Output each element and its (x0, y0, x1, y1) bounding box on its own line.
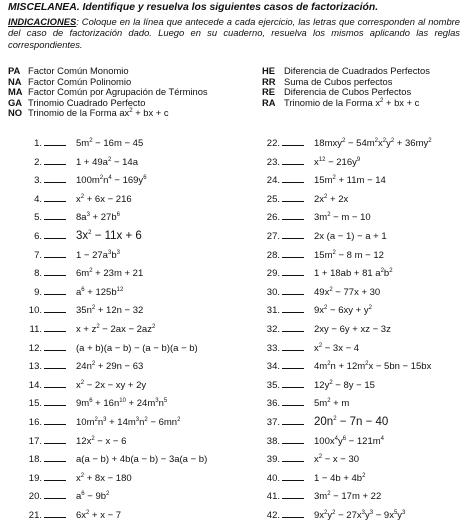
exercise-number: 12. (28, 342, 42, 354)
exercise-number: 35. (266, 379, 280, 391)
exercise-expression: $49x^2 - 77x + 30$ (314, 286, 381, 298)
exercise-item (22, 453, 207, 465)
exercise-item (254, 230, 387, 242)
answer-blank[interactable] (282, 304, 304, 313)
legend-name: Diferencia de Cuadrados Perfectos (284, 65, 430, 76)
exercise-expression: $18mxy^2 - 54m^2x^2y^2 + 36my^2$ (314, 137, 432, 149)
exercise-number: 23. (266, 156, 280, 168)
exercise-expression: $3m^2 - m - 10$ (314, 212, 371, 224)
exercise-expression: $6m^2 + 23m + 21$ (76, 268, 144, 280)
legend-code: RE (262, 86, 276, 98)
exercise-number: 2. (34, 156, 42, 168)
exercise-number: 16. (28, 417, 42, 428)
exercise-number: 10. (28, 305, 42, 317)
exercise-number: 19. (28, 472, 42, 484)
exercise-number: 21. (28, 510, 42, 521)
exercise-item (22, 472, 132, 484)
exercise-number: 42. (266, 510, 280, 521)
answer-blank[interactable] (282, 435, 304, 444)
legend-code: GA (8, 96, 23, 108)
answer-blank[interactable] (44, 360, 66, 369)
exercise-number: 14. (28, 379, 42, 391)
legend-code: NO (8, 107, 23, 119)
exercise-item (22, 323, 155, 335)
exercise-expression: $15m^2 - 8$ m − 12 (314, 249, 384, 261)
legend-item (8, 66, 208, 77)
exercise-item (254, 137, 432, 149)
exercise-item (22, 509, 121, 521)
legend-code: RA (262, 96, 276, 108)
exercise-item (254, 379, 375, 391)
answer-blank[interactable] (282, 193, 304, 202)
exercise-expression: $8a^3 + 27b^6$ (76, 212, 120, 224)
answer-blank[interactable] (282, 342, 304, 351)
legend-left (8, 66, 208, 119)
exercise-number: 7. (34, 249, 42, 261)
answer-blank[interactable] (44, 472, 66, 481)
answer-blank[interactable] (282, 174, 304, 183)
exercise-expression: $2x^2 + 2x$ (314, 193, 349, 205)
legend-name: Trinomio de la Forma $x^2$ + bx + c (284, 96, 420, 108)
exercise-number: 41. (266, 491, 280, 503)
legend-name: Trinomio Cuadrado Perfecto (28, 96, 146, 108)
answer-blank[interactable] (282, 267, 304, 276)
exercise-item (22, 230, 142, 242)
exercise-item (254, 323, 391, 335)
exercise-number: 37. (266, 417, 280, 428)
answer-blank[interactable] (282, 453, 304, 462)
exercise-expression: $4m^2n + 12m^2x - 5bn - 15bx$ (314, 361, 432, 373)
exercise-number: 39. (266, 454, 280, 466)
exercise-item (22, 156, 138, 168)
answer-blank[interactable] (282, 249, 304, 258)
exercise-expression: 2x (a − 1) − a + 1 (314, 231, 387, 242)
exercise-item (254, 509, 405, 521)
exercise-item (22, 286, 123, 298)
answer-blank[interactable] (282, 397, 304, 406)
exercise-number: 17. (28, 435, 42, 447)
exercise-item (254, 156, 360, 168)
answer-blank[interactable] (44, 453, 66, 462)
exercise-expression: $6x^2 + x - 7$ (76, 509, 122, 521)
exercise-number: 40. (266, 472, 280, 484)
exercise-expression: $9x^2 - 6xy + y^2$ (314, 305, 372, 317)
answer-blank[interactable] (282, 490, 304, 499)
exercise-expression: $35n^2 + 12n - 32$ (76, 305, 144, 317)
exercise-item (254, 416, 388, 428)
exercise-expression: $24n^2 + 29n - 63$ (76, 361, 144, 373)
answer-blank[interactable] (44, 249, 66, 258)
answer-blank[interactable] (282, 416, 304, 425)
exercise-expression: $5m^2 + m$ (314, 398, 350, 410)
exercise-number: 28. (266, 249, 280, 261)
exercise-expression: $x + z^2 - 2ax - 2az^2$ (76, 323, 156, 335)
answer-blank[interactable] (44, 342, 66, 351)
exercise-number: 4. (34, 193, 42, 205)
exercise-expression: $1 + 49a^2 - 14a$ (76, 156, 138, 168)
answer-blank[interactable] (282, 156, 304, 165)
legend-name: Factor Común Monomio (28, 65, 129, 76)
exercise-item (254, 490, 381, 502)
exercise-expression: $1 - 4b + 4b^2$ (314, 472, 366, 484)
exercise-expression: $20n^2 - 7n - 40$ (314, 416, 389, 428)
exercise-number: 8. (34, 268, 42, 280)
answer-blank[interactable] (44, 490, 66, 499)
exercise-expression: $5m^2 - 16m - 45$ (76, 137, 144, 149)
legend-code: MA (8, 86, 23, 98)
legend-code: NA (8, 75, 22, 87)
exercise-expression: $9x^2y^2 - 27x^3y^3 - 9x^5y^3$ (314, 509, 406, 521)
answer-blank[interactable] (282, 230, 304, 239)
legend-name: Suma de Cubos perfectos (284, 75, 393, 87)
legend-code: RR (262, 75, 276, 87)
answer-blank[interactable] (282, 137, 304, 146)
exercise-expression: $100x^4y^6 - 121m^4$ (314, 435, 384, 447)
exercise-expression: $a^6 + 125b^{12}$ (76, 286, 124, 298)
exercise-item (254, 211, 371, 223)
instructions-text: : Coloque en la línea que antecede a cada ejercicio, las letras que corresponden al nombre del caso de factorización dado. Luego en su cuaderno, resuelva los mismos aplicando las reglas correspondientes. (8, 16, 460, 50)
exercise-number: 9. (34, 286, 42, 298)
exercise-item (254, 397, 349, 409)
exercise-expression: $x^2 + 6x - 216$ (76, 193, 132, 205)
answer-blank[interactable] (282, 286, 304, 295)
answer-blank[interactable] (282, 323, 304, 332)
legend-name: Trinomio de la Forma $ax^2$ + bx + c (28, 107, 169, 119)
exercise-number: 34. (266, 361, 280, 373)
exercise-number: 22. (266, 138, 280, 149)
exercise-item (22, 342, 198, 354)
exercise-item (254, 286, 380, 298)
instructions-label: INDICACIONES (8, 16, 77, 27)
exercise-expression: $x^2 + 8x - 180$ (76, 472, 132, 484)
exercise-item (22, 193, 132, 205)
exercise-item (254, 472, 365, 484)
exercise-number: 25. (266, 193, 280, 205)
answer-blank[interactable] (44, 230, 66, 239)
exercise-number: 30. (266, 286, 280, 298)
exercise-item (254, 360, 431, 372)
exercise-expression: $12y^2 - 8y - 15$ (314, 379, 375, 391)
exercise-item (22, 137, 143, 149)
exercise-item (22, 360, 143, 372)
answer-blank[interactable] (44, 435, 66, 444)
exercise-expression: 1 + 18ab + 81 $a^2b^2$ (314, 268, 393, 280)
exercise-expression: $x^2 - 2x$ − xy + 2y (76, 379, 147, 391)
answer-blank[interactable] (44, 137, 66, 146)
exercise-item (254, 267, 393, 279)
exercise-expression: (a + b)(a − b) − (a − b)(a − b) (76, 342, 198, 354)
answer-blank[interactable] (282, 509, 304, 518)
exercise-number: 33. (266, 342, 280, 354)
answer-blank[interactable] (44, 379, 66, 388)
exercise-item (254, 435, 384, 447)
exercise-expression: $3x^2 - 11x + 6$ (76, 230, 142, 242)
answer-blank[interactable] (44, 323, 66, 332)
answer-blank[interactable] (282, 211, 304, 220)
answer-blank[interactable] (44, 509, 66, 518)
exercise-expression: $15m^2 + 11m - 14$ (314, 175, 386, 187)
exercise-item (254, 249, 384, 261)
exercise-expression: $12x^2 - x - 6$ (76, 435, 127, 447)
exercise-number: 26. (266, 212, 280, 224)
exercise-item (22, 174, 147, 186)
exercise-item (254, 342, 359, 354)
exercise-item (22, 249, 120, 261)
exercise-number: 13. (28, 361, 42, 373)
exercise-item (22, 397, 167, 409)
exercise-number: 1. (34, 138, 42, 149)
exercise-expression: $100m^2n^4 - 169y^6$ (76, 175, 147, 187)
exercise-item (22, 304, 143, 316)
page-title: MISCELANEA. Identifique y resuelva los siguientes casos de factorización. (8, 2, 379, 13)
answer-blank[interactable] (44, 416, 66, 425)
exercise-expression: $x^2 - x - 30$ (314, 454, 360, 466)
exercise-expression: $x^{12} - 216y^9$ (314, 156, 361, 168)
exercise-number: 18. (28, 454, 42, 466)
exercise-item (22, 267, 143, 279)
exercise-item (254, 193, 348, 205)
exercise-item (254, 174, 386, 186)
exercise-number: 38. (266, 435, 280, 447)
legend-item (8, 108, 208, 119)
exercise-expression: $10m^2n^3 + 14m^3n^2 - 6mn^2$ (76, 416, 181, 428)
exercise-item (22, 435, 126, 447)
answer-blank[interactable] (44, 174, 66, 183)
exercise-number: 32. (266, 324, 280, 335)
exercise-item (22, 490, 109, 502)
exercise-number: 36. (266, 398, 280, 410)
answer-blank[interactable] (44, 211, 66, 220)
exercise-number: 6. (34, 231, 42, 242)
exercise-item (22, 416, 180, 428)
legend-name: Factor Común por Agrupación de Términos (28, 86, 208, 98)
legend-name: Diferencia de Cubos Perfectos (284, 86, 412, 98)
exercise-number: 20. (28, 491, 42, 503)
exercise-expression: $1 - 27a^3b^3$ (76, 249, 120, 261)
exercise-number: 15. (28, 398, 42, 410)
exercise-number: 29. (266, 268, 280, 280)
exercise-expression: 2xy − 6y + xz − 3z (314, 324, 391, 335)
answer-blank[interactable] (44, 193, 66, 202)
exercise-item (254, 304, 372, 316)
exercise-expression: $a^6 - 9b^2$ (76, 491, 110, 503)
legend-item (262, 98, 430, 109)
legend-name: Factor Común Polinomio (28, 75, 132, 87)
exercise-number: 11. (29, 324, 42, 335)
exercise-number: 31. (266, 305, 280, 317)
exercise-expression: $x^2 - 3x - 4$ (314, 342, 360, 354)
legend-right (262, 66, 430, 108)
exercise-item (254, 453, 359, 465)
answer-blank[interactable] (44, 304, 66, 313)
legend-code: PA (8, 65, 21, 76)
legend-code: HE (262, 65, 276, 76)
exercise-number: 27. (266, 231, 280, 242)
exercise-number: 24. (266, 175, 280, 187)
exercise-item (22, 211, 120, 223)
answer-blank[interactable] (44, 397, 66, 406)
exercise-expression: $3m^2 - 17m + 22$ (314, 491, 382, 503)
exercise-expression: a(a − b) + 4b(a − b) − 3a(a − b) (76, 454, 208, 466)
instructions (8, 16, 460, 50)
answer-blank[interactable] (44, 267, 66, 276)
answer-blank[interactable] (44, 286, 66, 295)
legend-item (262, 66, 430, 77)
answer-blank[interactable] (282, 472, 304, 481)
answer-blank[interactable] (282, 360, 304, 369)
exercise-number: 3. (34, 175, 42, 187)
exercise-expression: $9m^6 + 16n^{10} + 24m^3n^5$ (76, 398, 168, 410)
answer-blank[interactable] (44, 156, 66, 165)
answer-blank[interactable] (282, 379, 304, 388)
exercise-item (22, 379, 146, 391)
exercise-number: 5. (34, 212, 42, 224)
